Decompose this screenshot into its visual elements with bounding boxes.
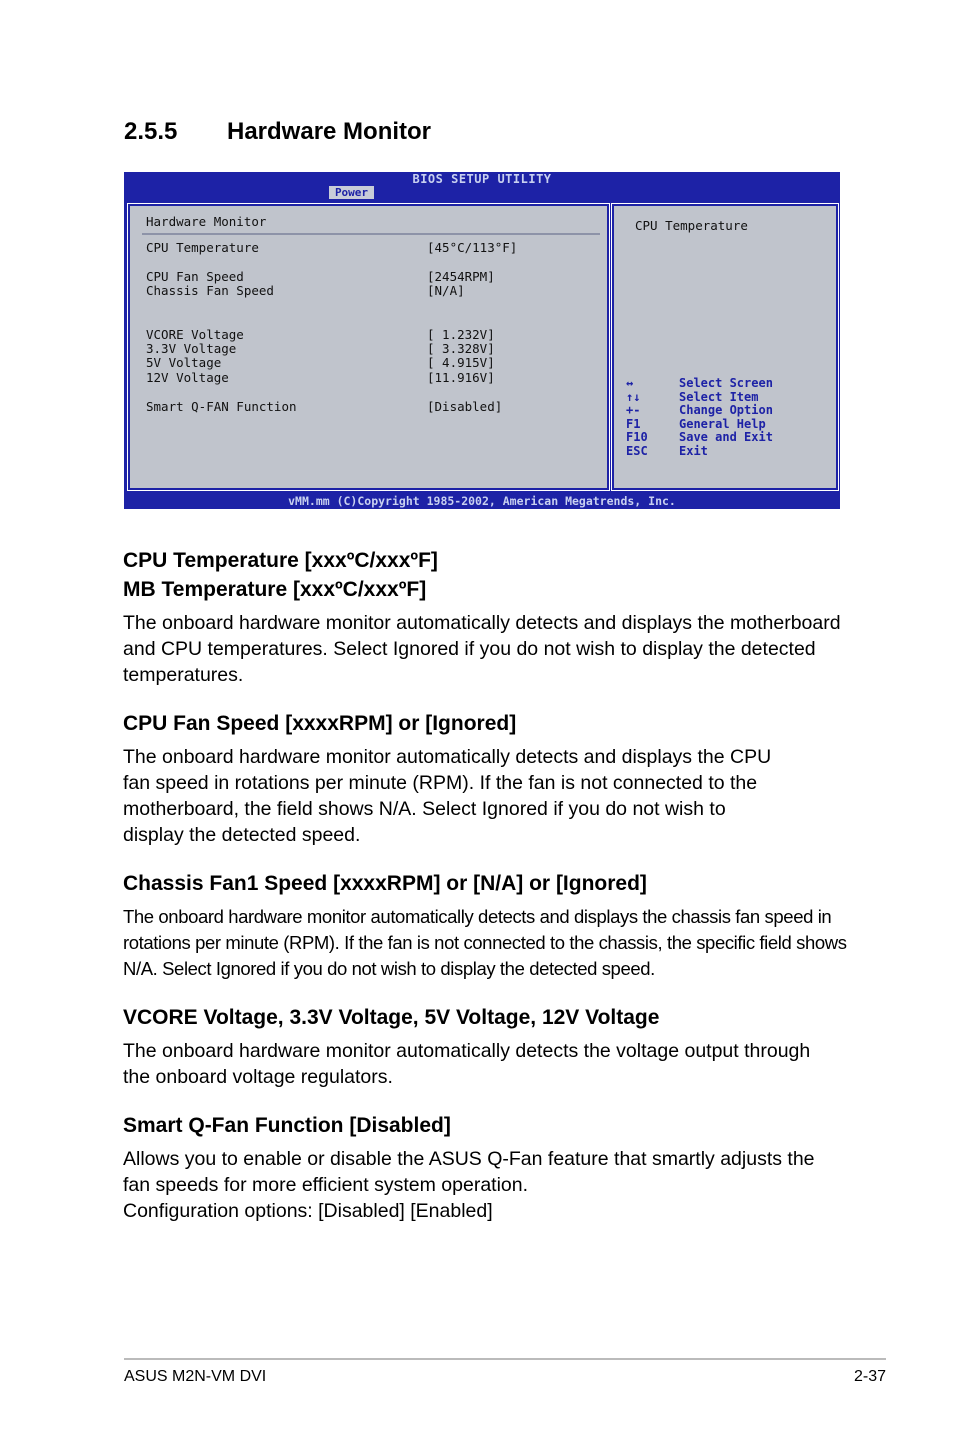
key-action: Exit [679,443,708,458]
heading-voltages: VCORE Voltage, 3.3V Voltage, 5V Voltage, 12V Voltage [123,1006,660,1029]
paragraph-voltages: The onboard hardware monitor automatically detects the voltage output through the onboard voltage regulators. [123,1040,811,1088]
bios-header [124,172,840,200]
bios-row-3-3v-voltage[interactable] [146,341,495,356]
bios-row-smart-qfan[interactable] [146,399,502,414]
key-esc: ESC [626,443,648,458]
bios-row-label: CPU Temperature [146,240,259,255]
bios-help-title: CPU Temperature [635,218,748,233]
bios-row-value: [ 3.328V] [427,341,495,356]
paragraph-cpu-fan-speed: The onboard hardware monitor automatically detects and displays the CPU fan speed in rotations per minute (RPM). If the fan is not connected to the motherboard, the field shows N/A. Select Ignored if you do not wish to display the detected speed. [123,746,772,846]
section-title-text: Hardware Monitor [227,118,432,145]
bios-row-label: VCORE Voltage [146,327,244,342]
key-f10: F10 [626,430,648,445]
bios-row-cpu-fan-speed[interactable] [146,269,495,284]
bios-panel-heading: Hardware Monitor [146,214,267,229]
bios-row-value: [N/A] [427,283,465,298]
key-action: Select Screen [679,376,773,390]
bios-row-5v-voltage[interactable] [146,355,495,370]
bios-row-label: CPU Fan Speed [146,269,244,284]
bios-row-value: [ 4.915V] [427,355,495,370]
footer-product-name: ASUS M2N-VM DVI [124,1368,267,1385]
bios-footer: vMM.mm (C)Copyright 1985-2002, American Megatrends, Inc. [288,494,676,508]
paragraph-chassis-fan-speed: The onboard hardware monitor automatically detects and displays the chassis fan speed in rotations per minute (RPM). If the fan is not connected to the chassis, the specific field shows N/A. Select Ignored if you do not wish to display the detected speed. [123,906,847,979]
paragraph-temperature: The onboard hardware monitor automatically detects and displays the motherboard and CPU temperatures. Select Ignored if you do not wish to display the detected temperatures. [123,612,841,686]
key-row-select-item [626,390,773,404]
paragraph-config-options: Configuration options: [Disabled] [Enabled] [123,1200,493,1222]
bios-row-value: [ 1.232V] [427,327,495,342]
key-arrows-ud-icon: ↑↓ [626,389,641,404]
bios-screenshot [124,172,840,509]
heading-cpu-temperature: CPU Temperature [xxxºC/xxxºF] [123,549,438,572]
bios-row-value: [11.916V] [427,370,495,385]
bios-tab-power[interactable]: Power [329,186,374,199]
bios-row-cpu-temperature[interactable] [146,240,517,255]
key-plus-minus: +- [626,403,641,418]
key-row-save-exit [626,430,773,444]
bios-row-label: 12V Voltage [146,370,229,385]
bios-row-label: Chassis Fan Speed [146,283,274,298]
heading-chassis-fan-speed: Chassis Fan1 Speed [xxxxRPM] or [N/A] or [Ignored] [123,872,647,895]
bios-row-chassis-fan-speed[interactable] [146,283,465,298]
bios-row-vcore-voltage[interactable] [146,327,495,342]
section-number: 2.5.5 [124,118,178,145]
bios-title: BIOS SETUP UTILITY [412,172,552,186]
footer-page-number: 2-37 [853,1368,886,1385]
key-row-select-screen [626,376,773,390]
key-row-exit [626,444,773,458]
key-arrows-lr-icon: ↔ [626,376,634,390]
key-row-general-help [626,417,773,431]
heading-cpu-fan-speed: CPU Fan Speed [xxxxRPM] or [Ignored] [123,712,517,735]
paragraph-smart-qfan: Allows you to enable or disable the ASUS Q-Fan feature that smartly adjusts the fan speeds for more efficient system operation. [123,1148,815,1196]
bios-row-label: 5V Voltage [146,355,222,370]
key-action: Change Option [679,403,773,418]
bios-row-label: 3.3V Voltage [146,341,237,356]
section-title [124,118,431,146]
footer-divider [124,1358,886,1360]
bios-row-value: [2454RPM] [427,269,495,284]
bios-row-value: [45°C/113°F] [427,240,518,255]
key-f1: F1 [626,416,641,431]
bios-main-panel [128,204,609,490]
bios-row-label: Smart Q-FAN Function [146,399,297,414]
key-row-change-option [626,403,773,417]
key-action: General Help [679,416,766,431]
key-action: Save and Exit [679,430,773,445]
heading-smart-qfan: Smart Q-Fan Function [Disabled] [123,1114,451,1137]
bios-key-legend [626,376,773,458]
bios-help-panel [612,204,838,490]
key-action: Select Item [679,389,759,404]
bios-row-value: [Disabled] [427,399,503,414]
bios-separator [142,233,600,235]
bios-row-12v-voltage[interactable] [146,370,495,385]
heading-mb-temperature: MB Temperature [xxxºC/xxxºF] [123,578,427,601]
